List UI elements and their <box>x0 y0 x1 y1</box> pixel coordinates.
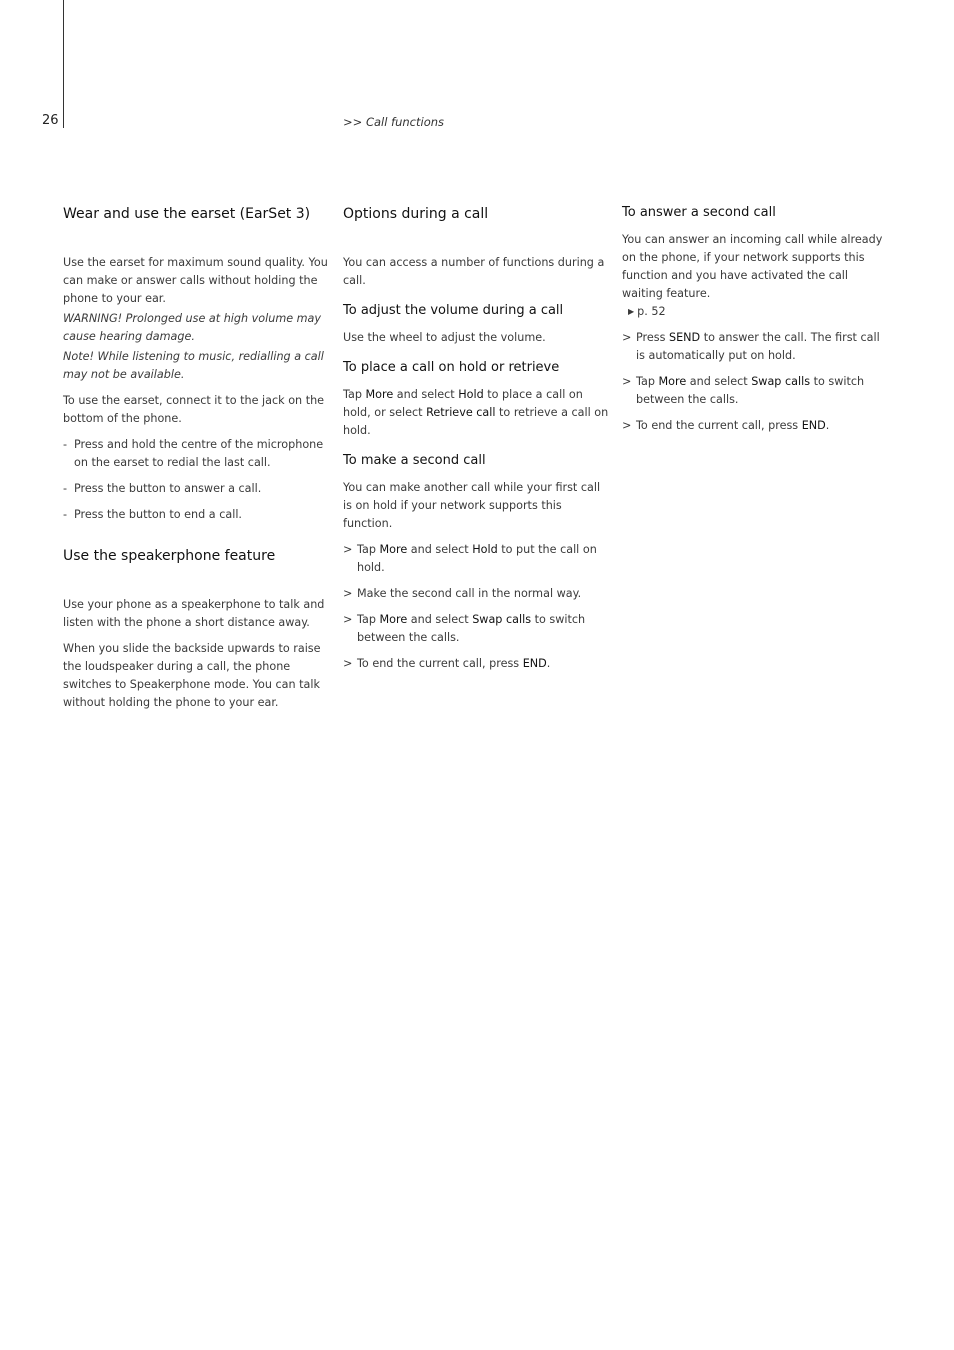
speakerphone-p1: Use your phone as a speakerphone to talk and listen with the phone a short distance away. <box>63 598 325 629</box>
step-marker: > <box>343 587 353 600</box>
step-item: > To end the current call, press END. <box>622 417 884 435</box>
list-item-text: Press the button to answer a call. <box>74 482 262 495</box>
hold-key: Hold <box>458 388 484 401</box>
send-key: SEND <box>669 331 701 344</box>
answer-second-heading: To answer a second call <box>622 205 776 220</box>
earset-intro: Use the earset for maximum sound quality. You can make or answer calls without holding the phone to your ear. <box>63 256 328 305</box>
swap-calls-key: Swap calls <box>472 613 532 626</box>
list-item-text: Press the button to end a call. <box>74 508 242 521</box>
options-intro: You can access a number of functions during a call. <box>343 256 605 287</box>
earset-warning: WARNING! Prolonged use at high volume may cause hearing damage. <box>63 312 322 343</box>
running-header <box>343 115 444 129</box>
list-item <box>63 480 333 498</box>
column-options-during-call <box>343 204 611 681</box>
column-answer-second-call <box>622 204 884 443</box>
speakerphone-heading: Use the speakerphone feature <box>63 548 276 564</box>
retrieve-call-key: Retrieve call <box>426 406 496 419</box>
step-item: > Tap More and select Swap calls to switch between the calls. <box>343 613 586 644</box>
step-marker: > <box>343 543 353 556</box>
header-prefix: >> <box>343 115 363 129</box>
step-marker: > <box>622 419 632 432</box>
speakerphone-p2: When you slide the backside upwards to raise the loudspeaker during a call, the phone switches to Speakerphone mode. You can talk without holding the phone to your ear. <box>63 642 321 709</box>
margin-rule <box>63 0 64 128</box>
list-item <box>63 506 333 524</box>
dash-marker: - <box>63 482 68 495</box>
header-section: Call functions <box>365 115 445 129</box>
step-marker: > <box>622 331 632 344</box>
volume-heading: To adjust the volume during a call <box>343 303 564 318</box>
dash-marker: - <box>63 438 68 451</box>
column-earset-speakerphone <box>63 204 333 720</box>
more-key: More <box>365 388 394 401</box>
more-key: More <box>379 613 408 626</box>
step-item: > Tap More and select Hold to put the call on hold. <box>343 543 597 574</box>
end-key: END <box>801 419 826 432</box>
volume-text: Use the wheel to adjust the volume. <box>343 331 546 344</box>
earset-note: Note! While listening to music, redialling a call may not be available. <box>63 350 324 381</box>
step-item: > Press SEND to answer the call. The first call is automatically put on hold. <box>622 331 880 362</box>
list-item-text: Press and hold the centre of the microphone on the earset to redial the last call. <box>74 438 324 469</box>
options-heading: Options during a call <box>343 206 489 222</box>
swap-calls-key: Swap calls <box>751 375 811 388</box>
step-marker: > <box>343 657 353 670</box>
second-call-heading: To make a second call <box>343 453 486 468</box>
page-number: 26 <box>42 113 59 128</box>
step-marker: > <box>343 613 353 626</box>
list-item <box>63 436 333 472</box>
step-marker: > <box>622 375 632 388</box>
arrow-right-icon: ▶ <box>628 307 635 316</box>
earset-heading: Wear and use the earset (EarSet 3) <box>63 206 311 222</box>
page-reference-text: p. 52 <box>637 305 666 318</box>
dash-marker: - <box>63 508 68 521</box>
hold-key: Hold <box>472 543 498 556</box>
hold-heading: To place a call on hold or retrieve <box>343 360 560 375</box>
more-key: More <box>658 375 687 388</box>
more-key: More <box>379 543 408 556</box>
page-reference[interactable] <box>622 303 884 321</box>
earset-connect: To use the earset, connect it to the jack on the bottom of the phone. <box>63 394 325 425</box>
step-item: > To end the current call, press END. <box>343 655 611 673</box>
step-item: > Tap More and select Swap calls to switch between the calls. <box>622 375 865 406</box>
hold-text: Tap More and select Hold to place a call on hold, or select Retrieve call to retrieve a call on hold. <box>343 388 609 437</box>
second-call-intro: You can make another call while your first call is on hold if your network supports this function. <box>343 481 601 530</box>
answer-second-intro: You can answer an incoming call while already on the phone, if your network supports this function and you have activated the call waiting feature. <box>622 233 883 300</box>
end-key: END <box>522 657 547 670</box>
step-item: > Make the second call in the normal way. <box>343 585 611 603</box>
